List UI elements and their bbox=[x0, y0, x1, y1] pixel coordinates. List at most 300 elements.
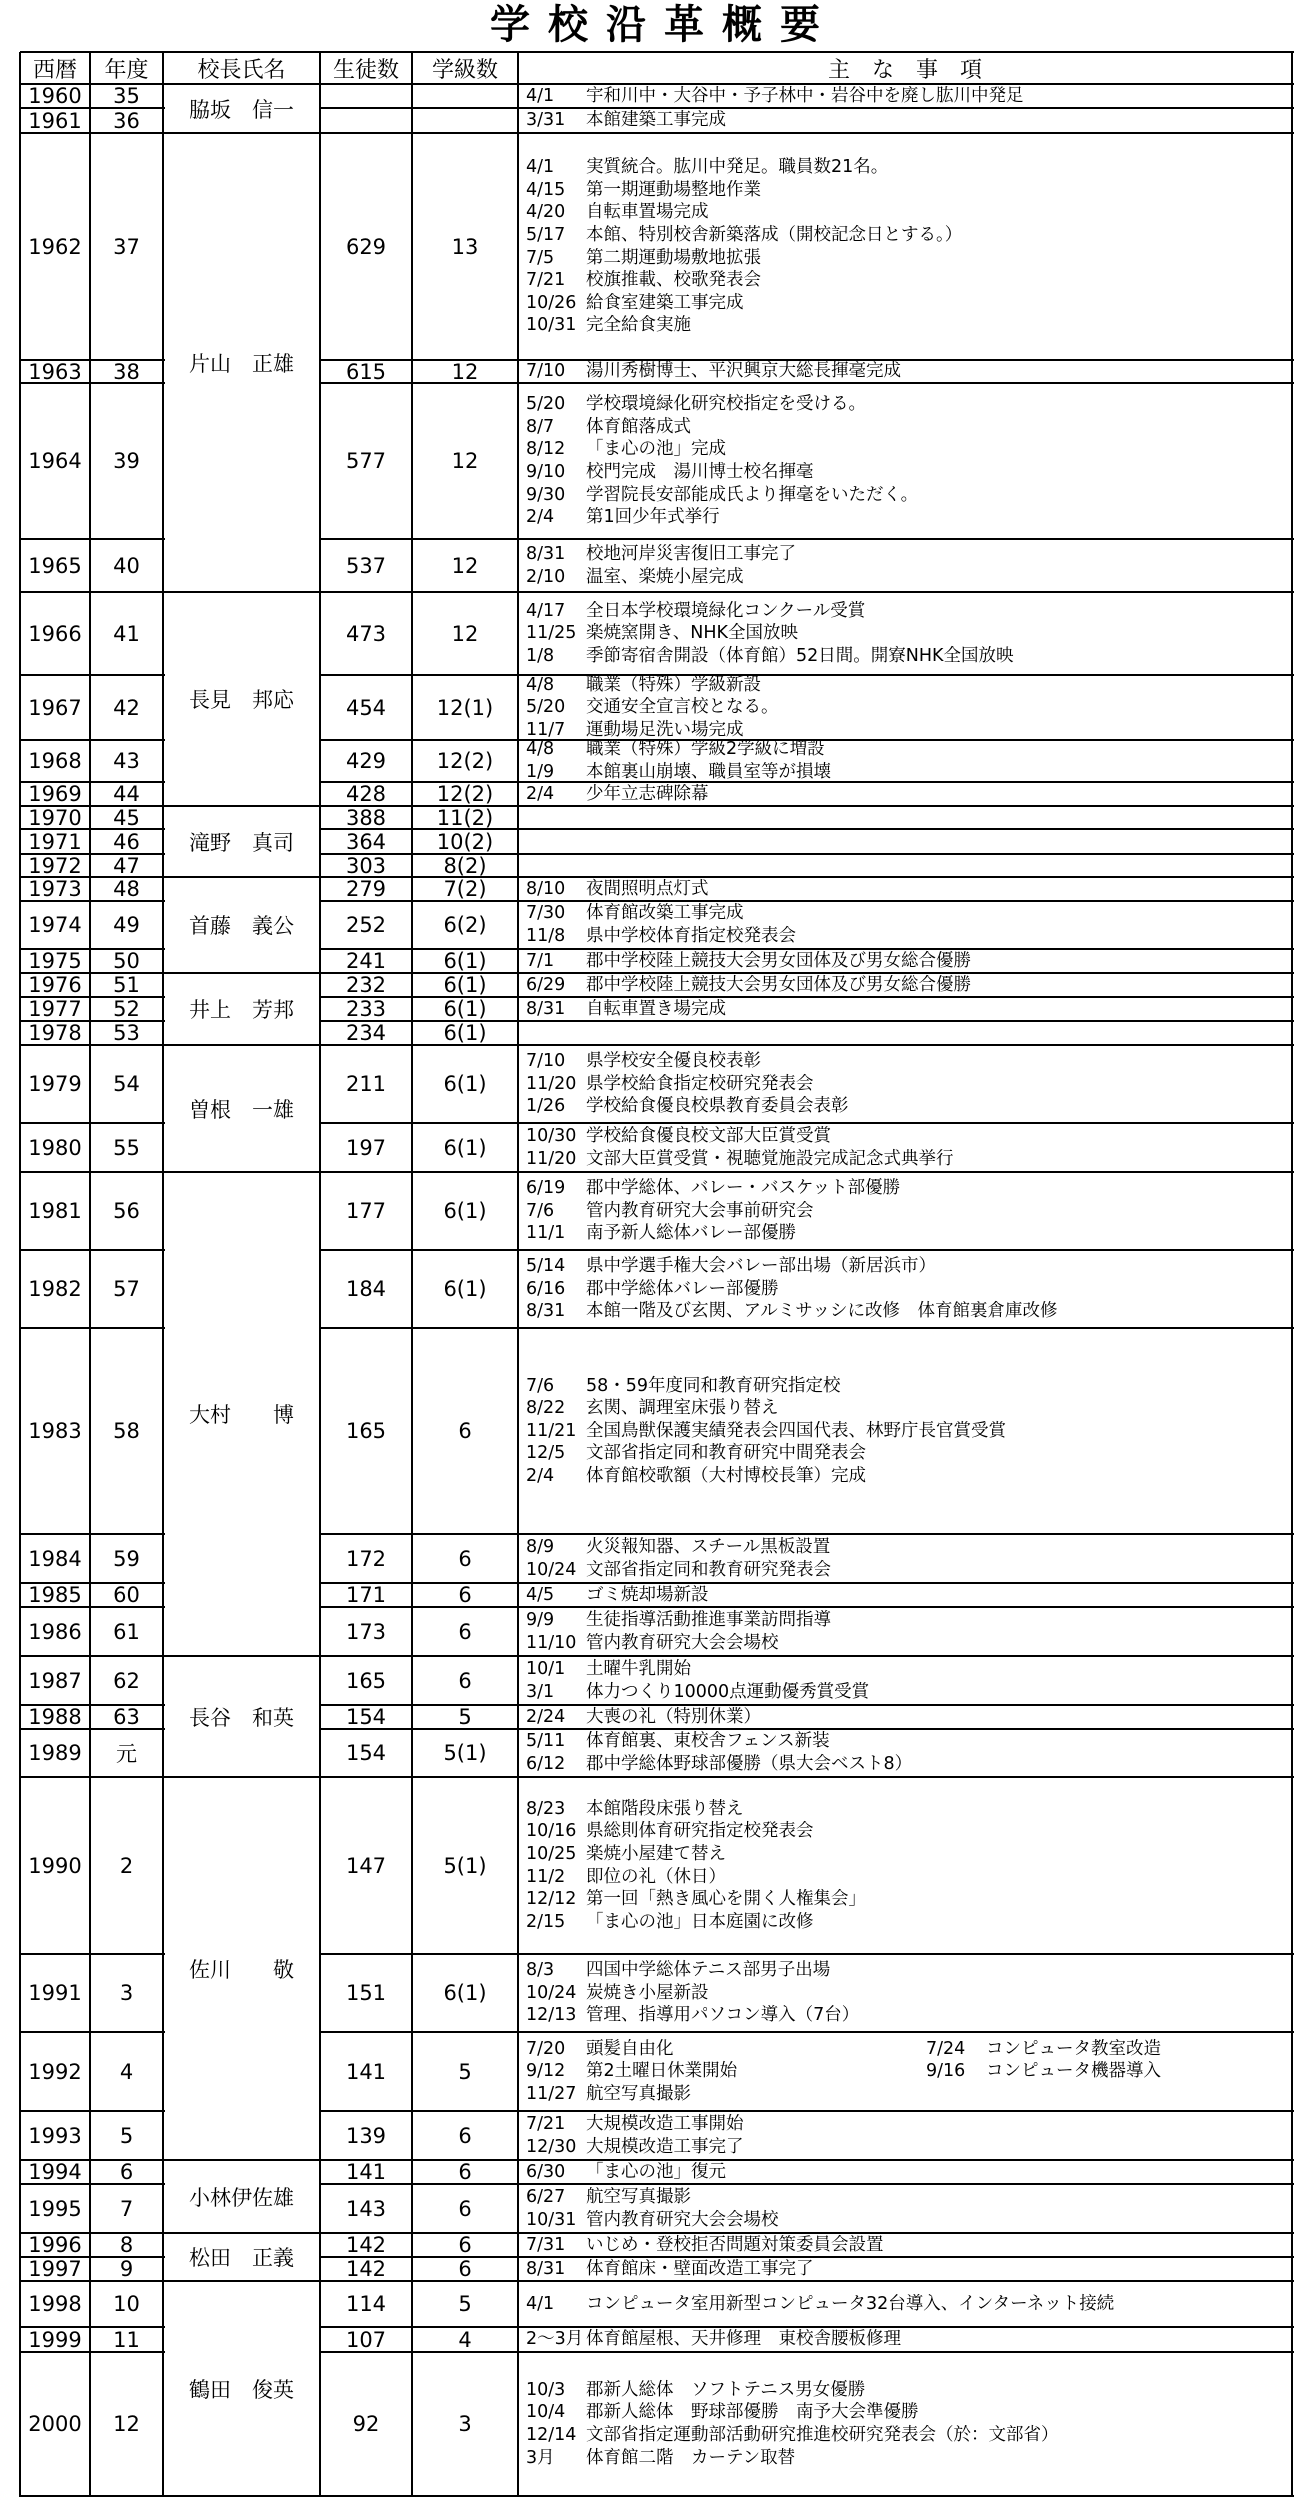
row-classes: 5(1) bbox=[443, 1853, 487, 1878]
principal-name: 小林伊佐雄 bbox=[189, 2185, 294, 2210]
event-date: 2/4 bbox=[526, 507, 555, 528]
row-events bbox=[520, 1729, 1290, 1777]
row-era: 61 bbox=[113, 1619, 140, 1644]
event-text: コンピュータ教室改造 bbox=[986, 2038, 1161, 2059]
event-text: 航空写真撮影 bbox=[586, 2083, 691, 2104]
event-text: 校地河岸災害復旧工事完了 bbox=[586, 543, 796, 564]
event-item bbox=[520, 1536, 1290, 1559]
row-students: 234 bbox=[345, 1021, 387, 1045]
event-date: 7/1 bbox=[526, 950, 555, 971]
row-era: 36 bbox=[113, 108, 140, 133]
event-text: 文部省指定同和教育研究発表会 bbox=[586, 1559, 831, 1580]
event-text: 交通安全宣言校となる。 bbox=[586, 697, 779, 718]
row-students bbox=[320, 84, 412, 108]
row-events bbox=[520, 2111, 1290, 2160]
event-date: 2～3月 bbox=[526, 2329, 584, 2350]
event-text: 少年立志碑除幕 bbox=[586, 783, 709, 804]
row-students: 233 bbox=[345, 997, 387, 1021]
event-date: 4/8 bbox=[526, 740, 555, 760]
event-text: 管内教育研究大会会場校 bbox=[586, 2209, 779, 2230]
event-text: 郡中学総体、バレー・バスケット部優勝 bbox=[586, 1178, 901, 1199]
row-year: 1996 bbox=[28, 2233, 82, 2257]
row-era: 48 bbox=[113, 877, 140, 901]
event-text: 県学校給食指定校研究発表会 bbox=[586, 1073, 814, 1094]
row-classes: 5(1) bbox=[443, 1741, 487, 1765]
row-era: 47 bbox=[113, 854, 140, 877]
row-classes: 6(1) bbox=[443, 1981, 487, 2005]
row-year: 1964 bbox=[28, 449, 82, 473]
event-date: 10/30 bbox=[526, 1125, 577, 1146]
row-classes: 6(2) bbox=[443, 913, 487, 937]
principal-name: 片山 正雄 bbox=[189, 351, 294, 376]
row-students: 107 bbox=[345, 2327, 387, 2352]
row-classes: 12(2) bbox=[436, 782, 494, 806]
row-year: 1990 bbox=[28, 1853, 82, 1878]
row-events bbox=[520, 383, 1290, 539]
event-item bbox=[520, 878, 1290, 901]
row-year: 1994 bbox=[28, 2160, 82, 2184]
event-item bbox=[520, 1050, 1290, 1073]
row-era: 62 bbox=[113, 1668, 140, 1693]
event-text: 学校給食優良校県教育委員会表彰 bbox=[586, 1096, 849, 1117]
event-item bbox=[520, 1559, 1290, 1582]
row-students: 241 bbox=[345, 949, 387, 973]
event-text: 郡中学総体野球部優勝（県大会ベスト8） bbox=[586, 1754, 913, 1774]
event-item bbox=[520, 740, 1290, 761]
row-classes: 6 bbox=[458, 2233, 472, 2257]
row-era: 46 bbox=[113, 829, 140, 854]
row-era: 56 bbox=[113, 1199, 140, 1223]
row-year: 1995 bbox=[28, 2196, 82, 2221]
event-text: 楽焼窯開き、NHK全国放映 bbox=[586, 623, 799, 644]
row-events bbox=[520, 1123, 1290, 1172]
event-date: 12/14 bbox=[526, 2425, 577, 2445]
event-date: 5/17 bbox=[526, 224, 566, 245]
row-events bbox=[520, 997, 1290, 1021]
event-date: 10/25 bbox=[526, 1843, 577, 1864]
principal-name: 大村 博 bbox=[189, 1403, 294, 1427]
event-date: 10/4 bbox=[526, 2402, 566, 2423]
event-item bbox=[520, 156, 1290, 179]
row-events bbox=[520, 901, 1290, 949]
event-text: 自転車置場完成 bbox=[586, 202, 709, 223]
event-text: 管理、指導用パソコン導入（7台） bbox=[586, 2005, 860, 2026]
event-item bbox=[520, 1888, 1290, 1911]
event-item bbox=[520, 1465, 1290, 1488]
row-students: 197 bbox=[345, 1135, 387, 1160]
event-item bbox=[520, 1843, 1290, 1866]
principal-name: 首藤 義公 bbox=[189, 914, 294, 938]
event-date: 5/11 bbox=[526, 1731, 566, 1752]
row-year: 1983 bbox=[28, 1419, 82, 1443]
event-item bbox=[520, 1681, 1290, 1704]
event-date: 1/9 bbox=[526, 762, 555, 782]
row-events bbox=[520, 877, 1290, 901]
row-events bbox=[520, 1607, 1290, 1656]
row-events bbox=[520, 1328, 1290, 1534]
row-students: 303 bbox=[345, 854, 387, 877]
event-item bbox=[520, 85, 1290, 108]
event-item bbox=[520, 950, 1290, 973]
row-events bbox=[520, 1705, 1290, 1729]
principal-name: 滝野 真司 bbox=[189, 830, 294, 855]
event-item bbox=[520, 1798, 1290, 1821]
event-date: 1/26 bbox=[526, 1096, 566, 1117]
row-year: 1976 bbox=[28, 973, 82, 997]
row-era: 44 bbox=[113, 782, 140, 806]
event-item bbox=[520, 1397, 1290, 1420]
row-era: 11 bbox=[113, 2327, 140, 2352]
row-era: 55 bbox=[113, 1135, 140, 1160]
row-era: 60 bbox=[113, 1583, 140, 1607]
page-title: 学校沿革概要 bbox=[490, 1, 838, 48]
event-text: コンピュータ機器導入 bbox=[986, 2061, 1161, 2082]
event-item bbox=[520, 461, 1290, 484]
event-date: 11/25 bbox=[526, 623, 577, 644]
event-date: 11/8 bbox=[526, 926, 566, 946]
row-events bbox=[520, 1045, 1290, 1123]
row-students: 577 bbox=[345, 449, 387, 473]
row-year: 1985 bbox=[28, 1583, 82, 1607]
row-year: 1991 bbox=[28, 1981, 82, 2005]
event-text: 体育館床・壁面改造工事完了 bbox=[586, 2258, 814, 2279]
event-item bbox=[520, 1300, 1290, 1323]
event-text: 郡中学校陸上競技大会男女団体及び男女総合優勝 bbox=[586, 950, 971, 971]
row-events bbox=[520, 2327, 1290, 2352]
row-era: 39 bbox=[113, 449, 140, 473]
event-date: 8/12 bbox=[526, 439, 566, 460]
event-item bbox=[520, 1095, 1290, 1118]
event-date: 10/24 bbox=[526, 1559, 577, 1580]
row-events bbox=[520, 973, 1290, 997]
row-events bbox=[520, 1250, 1290, 1328]
event-text: 季節寄宿舎開設（体育館）52日間。開寮NHK全国放映 bbox=[586, 645, 1014, 666]
row-era: 50 bbox=[113, 949, 140, 973]
row-era: 37 bbox=[113, 234, 140, 259]
event-date: 2/10 bbox=[526, 566, 566, 587]
row-students: 279 bbox=[345, 877, 387, 901]
row-students: 364 bbox=[345, 829, 387, 854]
event-item bbox=[520, 1959, 1290, 1982]
event-text: 文部省指定運動部活動研究推進校研究発表会（於：文部省） bbox=[586, 2425, 1059, 2445]
event-item bbox=[520, 2161, 1290, 2184]
event-item bbox=[520, 1866, 1290, 1889]
event-item bbox=[520, 314, 1290, 337]
principal-name: 松田 正義 bbox=[189, 2246, 294, 2270]
event-date: 12/13 bbox=[526, 2005, 577, 2026]
event-text: 本館一階及び玄関、アルミサッシに改修 体育館裏倉庫改修 bbox=[586, 1301, 1058, 1322]
row-events bbox=[520, 1656, 1290, 1705]
row-year: 1989 bbox=[28, 1741, 82, 1765]
row-events bbox=[520, 1583, 1290, 1607]
event-text: 第一期運動場整地作業 bbox=[586, 179, 761, 200]
event-item bbox=[520, 269, 1290, 292]
row-classes: 3 bbox=[458, 2412, 472, 2436]
row-era: 6 bbox=[119, 2160, 134, 2184]
row-era: 9 bbox=[119, 2257, 134, 2281]
row-era: 52 bbox=[113, 997, 140, 1021]
event-date: 4/15 bbox=[526, 179, 566, 200]
row-era: 57 bbox=[113, 1277, 140, 1301]
row-classes: 6 bbox=[458, 2160, 472, 2184]
row-students: 151 bbox=[345, 1981, 387, 2005]
row-students: 147 bbox=[345, 1853, 387, 1878]
row-events bbox=[520, 133, 1290, 360]
event-item bbox=[520, 1442, 1290, 1465]
event-date: 7/24 bbox=[926, 2038, 966, 2059]
event-date: 4/1 bbox=[526, 2293, 555, 2314]
event-text: 校旗推載、校歌発表会 bbox=[586, 270, 761, 291]
row-classes: 6 bbox=[458, 2257, 472, 2281]
event-text: 体育館屋根、天井修理 東校舎腰板修理 bbox=[586, 2329, 901, 2350]
event-date: 9/10 bbox=[526, 462, 566, 482]
row-classes: 13 bbox=[451, 234, 479, 259]
row-classes: 6(1) bbox=[443, 949, 487, 973]
row-events bbox=[520, 84, 1290, 108]
event-item bbox=[520, 2328, 1290, 2351]
event-text: 温室、楽焼小屋完成 bbox=[586, 566, 744, 587]
event-item bbox=[520, 1222, 1290, 1245]
row-classes: 6 bbox=[458, 1619, 472, 1644]
row-events bbox=[520, 360, 1290, 383]
event-text: 「ま心の池」日本庭園に改修 bbox=[586, 1911, 814, 1932]
event-text: 完全給食実施 bbox=[586, 315, 691, 336]
row-classes: 6 bbox=[458, 2123, 472, 2148]
row-events bbox=[520, 108, 1290, 133]
event-date: 11/20 bbox=[526, 1073, 577, 1094]
row-era: 53 bbox=[113, 1021, 140, 1045]
row-students: 154 bbox=[345, 1741, 387, 1765]
event-date: 10/1 bbox=[526, 1658, 566, 1679]
row-classes: 6(1) bbox=[443, 1072, 487, 1096]
row-students: 184 bbox=[345, 1277, 387, 1301]
event-text: 58・59年度同和教育研究指定校 bbox=[586, 1375, 841, 1396]
row-events bbox=[520, 1172, 1290, 1250]
row-year: 1988 bbox=[28, 1705, 82, 1729]
event-item bbox=[520, 2258, 1290, 2281]
row-classes: 12(1) bbox=[436, 695, 494, 720]
event-date: 7/10 bbox=[526, 361, 566, 382]
row-year: 1970 bbox=[28, 806, 82, 829]
event-date: 6/12 bbox=[526, 1754, 566, 1774]
event-text: 第一回「熱き風心を開く人権集会」 bbox=[586, 1889, 866, 1910]
row-year: 1981 bbox=[28, 1199, 82, 1223]
event-item bbox=[520, 201, 1290, 224]
event-date: 12/5 bbox=[526, 1443, 566, 1464]
event-text: 自転車置き場完成 bbox=[586, 998, 726, 1019]
header-year: 西暦 bbox=[32, 57, 77, 83]
row-students: 232 bbox=[345, 973, 387, 997]
event-item bbox=[520, 1148, 1290, 1171]
event-text: いじめ・登校拒否問題対策委員会設置 bbox=[586, 2234, 884, 2255]
row-era: 8 bbox=[119, 2233, 134, 2257]
row-events bbox=[520, 2032, 1290, 2111]
row-year: 1984 bbox=[28, 1546, 82, 1571]
row-year: 1980 bbox=[28, 1135, 82, 1160]
row-era: 38 bbox=[113, 360, 140, 383]
event-text: 体育館落成式 bbox=[586, 416, 691, 437]
event-date: 4/1 bbox=[526, 85, 555, 106]
event-text: 学習院長安部能成氏より揮毫をいただく。 bbox=[586, 484, 919, 505]
event-text: 体育館校歌額（大村博校長筆）完成 bbox=[586, 1465, 866, 1486]
row-students: 388 bbox=[345, 806, 387, 829]
event-text: 郡新人総体 野球部優勝 南予大会準優勝 bbox=[586, 2402, 919, 2423]
event-text: 給食室建築工事完成 bbox=[586, 292, 744, 313]
event-text: 学校給食優良校文部大臣賞受賞 bbox=[586, 1125, 831, 1146]
event-item bbox=[520, 1609, 1290, 1632]
event-item bbox=[520, 1375, 1290, 1398]
event-text: 学校環境緑化研究校指定を受ける。 bbox=[586, 394, 866, 415]
event-date: 7/20 bbox=[526, 2038, 566, 2059]
row-students: 154 bbox=[345, 1705, 387, 1729]
event-text: 県中学選手権大会バレー部出場（新居浜市） bbox=[586, 1256, 936, 1277]
row-events bbox=[520, 1954, 1290, 2032]
event-date: 11/21 bbox=[526, 1420, 577, 1441]
event-text: 体育館改築工事完成 bbox=[586, 903, 744, 924]
event-date: 5/20 bbox=[526, 697, 566, 718]
event-date: 11/27 bbox=[526, 2083, 577, 2104]
event-text: 全日本学校環境緑化コンクール受賞 bbox=[586, 600, 866, 621]
event-date: 3/1 bbox=[526, 1681, 555, 1702]
event-item bbox=[520, 2004, 1290, 2027]
row-era: 3 bbox=[119, 1981, 134, 2005]
event-date: 2/4 bbox=[526, 783, 555, 804]
event-text: 頭髪自由化 bbox=[586, 2038, 674, 2059]
event-date: 7/31 bbox=[526, 2234, 566, 2255]
row-students: 143 bbox=[345, 2196, 387, 2221]
event-item bbox=[520, 2060, 1290, 2083]
event-date: 8/31 bbox=[526, 543, 566, 564]
event-date: 3/31 bbox=[526, 110, 566, 131]
row-classes: 6(1) bbox=[443, 997, 487, 1021]
event-date: 4/20 bbox=[526, 202, 566, 223]
event-text: 即位の礼（休日） bbox=[586, 1866, 726, 1887]
row-classes: 12 bbox=[451, 449, 479, 473]
row-classes: 6 bbox=[458, 1419, 472, 1443]
event-date: 7/10 bbox=[526, 1051, 566, 1072]
row-classes: 6(1) bbox=[443, 1277, 487, 1301]
event-text: 管内教育研究大会事前研究会 bbox=[586, 1200, 814, 1221]
row-year: 1979 bbox=[28, 1072, 82, 1096]
event-date: 10/24 bbox=[526, 1982, 577, 2003]
event-date: 6/19 bbox=[526, 1178, 566, 1199]
row-year: 1965 bbox=[28, 553, 82, 578]
row-classes: 6 bbox=[458, 1583, 472, 1607]
event-text: 火災報知器、スチール黒板設置 bbox=[586, 1536, 831, 1557]
event-item bbox=[520, 2186, 1290, 2209]
event-item bbox=[520, 543, 1290, 566]
event-date: 9/9 bbox=[526, 1609, 555, 1630]
event-date: 4/17 bbox=[526, 600, 566, 621]
event-date: 8/10 bbox=[526, 878, 566, 899]
event-date: 9/12 bbox=[526, 2061, 566, 2082]
row-era: 4 bbox=[119, 2059, 134, 2084]
row-year: 1972 bbox=[28, 854, 82, 877]
row-classes: 6 bbox=[458, 1668, 472, 1693]
header-events: 主 な 事 項 bbox=[827, 57, 982, 83]
event-date: 4/5 bbox=[526, 1584, 555, 1605]
event-date: 7/30 bbox=[526, 903, 566, 924]
event-date: 7/6 bbox=[526, 1375, 555, 1396]
event-item bbox=[520, 1278, 1290, 1301]
event-item bbox=[520, 675, 1290, 696]
event-date: 5/14 bbox=[526, 1256, 566, 1277]
row-era: 58 bbox=[113, 1419, 140, 1443]
row-year: 1960 bbox=[28, 84, 82, 108]
row-year: 1982 bbox=[28, 1277, 82, 1301]
event-date: 10/16 bbox=[526, 1821, 577, 1842]
event-item bbox=[520, 1820, 1290, 1843]
row-events bbox=[520, 2257, 1290, 2281]
row-events bbox=[520, 2160, 1290, 2184]
row-events bbox=[520, 675, 1290, 740]
row-classes: 4 bbox=[458, 2327, 472, 2352]
event-date: 6/29 bbox=[526, 974, 566, 995]
event-date: 6/27 bbox=[526, 2186, 566, 2207]
event-date: 10/31 bbox=[526, 2209, 577, 2230]
event-date: 4/8 bbox=[526, 675, 555, 695]
event-text: 第1回少年式挙行 bbox=[586, 507, 720, 528]
row-era: 7 bbox=[119, 2196, 134, 2221]
row-year: 1961 bbox=[28, 108, 82, 133]
event-item bbox=[520, 974, 1290, 997]
header-students: 生徒数 bbox=[332, 57, 399, 83]
row-students: 172 bbox=[345, 1546, 387, 1571]
event-text: 航空写真撮影 bbox=[586, 2186, 691, 2207]
row-students bbox=[320, 108, 412, 133]
event-date: 7/21 bbox=[526, 270, 566, 291]
event-text: 第二期運動場敷地拡張 bbox=[586, 247, 761, 268]
event-item bbox=[520, 2113, 1290, 2136]
row-events bbox=[520, 592, 1290, 675]
row-year: 1987 bbox=[28, 1668, 82, 1693]
event-item bbox=[520, 224, 1290, 247]
row-classes: 7(2) bbox=[443, 877, 487, 901]
event-text: 県総則体育研究指定校発表会 bbox=[586, 1821, 814, 1842]
row-year: 1962 bbox=[28, 234, 82, 259]
event-text: 炭焼き小屋新設 bbox=[586, 1982, 709, 2003]
event-date: 11/2 bbox=[526, 1866, 566, 1887]
event-text: 郡中学総体バレー部優勝 bbox=[586, 1278, 779, 1299]
row-events bbox=[520, 2281, 1290, 2327]
row-events bbox=[520, 829, 1290, 854]
event-text: 本館階段床張り替え bbox=[586, 1798, 744, 1819]
event-date: 2/15 bbox=[526, 1911, 566, 1932]
row-students: 139 bbox=[345, 2123, 387, 2148]
row-era: 51 bbox=[113, 973, 140, 997]
row-students: 173 bbox=[345, 1619, 387, 1644]
event-date: 8/22 bbox=[526, 1398, 566, 1419]
row-era: 45 bbox=[113, 806, 140, 829]
row-year: 1968 bbox=[28, 749, 82, 773]
event-item bbox=[520, 2083, 1290, 2106]
event-date: 8/3 bbox=[526, 1960, 555, 1981]
row-students: 428 bbox=[345, 782, 387, 806]
event-text: 実質統合。肱川中発足。職員数21名。 bbox=[586, 157, 889, 178]
event-item bbox=[520, 292, 1290, 315]
event-item bbox=[520, 622, 1290, 645]
row-students: 165 bbox=[345, 1419, 387, 1443]
row-era: 10 bbox=[113, 2292, 140, 2316]
row-classes: 6 bbox=[458, 2196, 472, 2221]
event-text: 生徒指導活動推進事業訪問指導 bbox=[586, 1609, 831, 1630]
row-classes: 8(2) bbox=[443, 854, 487, 877]
row-students: 211 bbox=[345, 1072, 387, 1096]
row-students: 171 bbox=[345, 1583, 387, 1607]
row-students: 141 bbox=[345, 2160, 387, 2184]
event-item bbox=[520, 2447, 1290, 2470]
event-text: 「ま心の池」完成 bbox=[586, 439, 726, 460]
